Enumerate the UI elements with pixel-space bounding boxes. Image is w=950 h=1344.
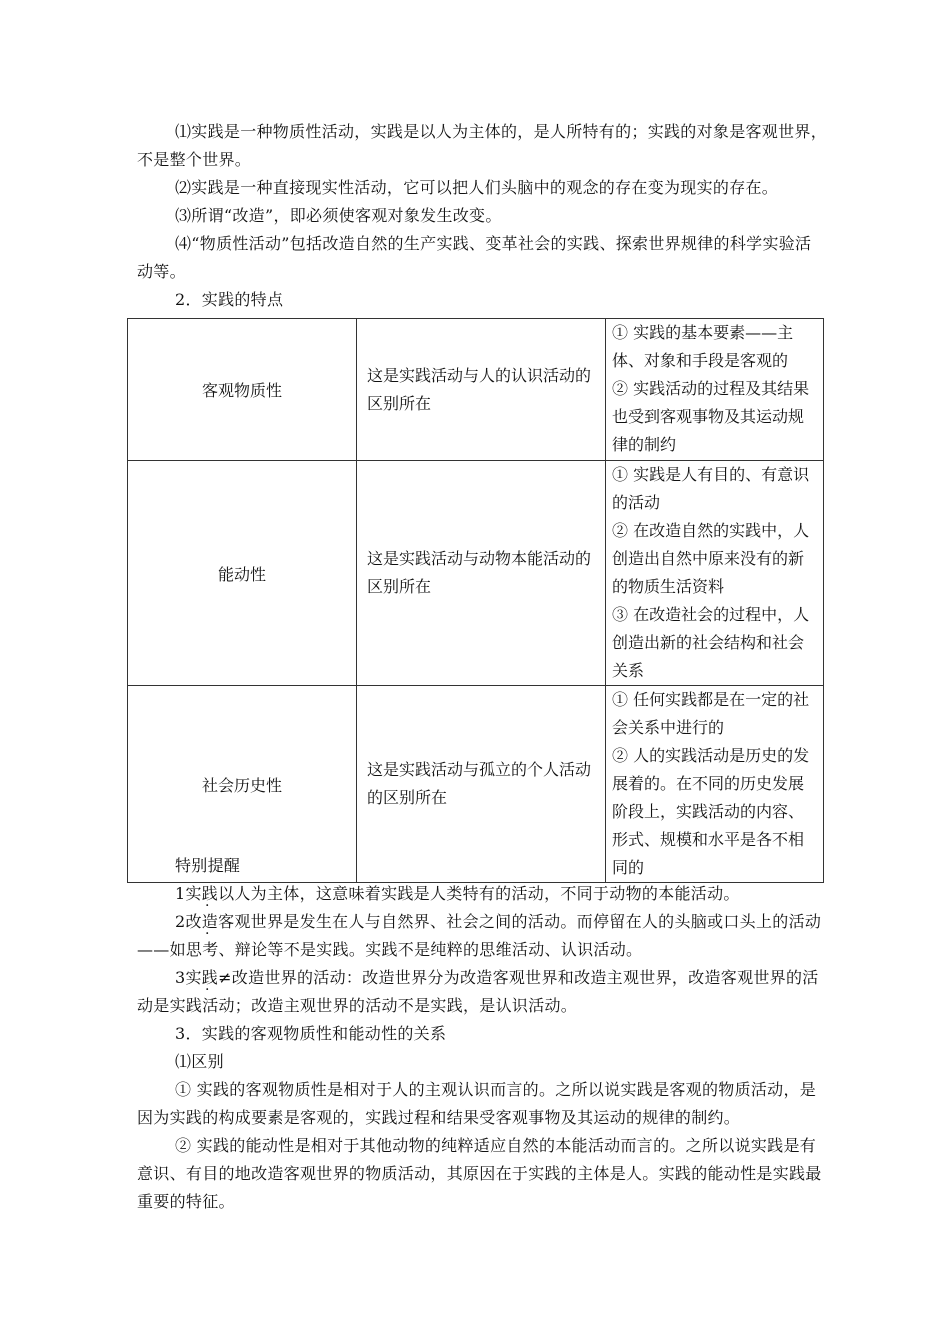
table-row [128, 461, 824, 686]
intro-paragraph-2: ⑵实践是一种直接现实性活动，它可以把人们头脑中的观念的存在变为现实的存在。 [175, 178, 779, 197]
intro-paragraph-3: ⑶所谓“改造”，即必须使客观对象发生改变。 [175, 206, 502, 225]
feature-cell: 社会历史性 [128, 686, 357, 883]
distinction-cell: 这是实践活动与人的认识活动的区别所在 [357, 319, 606, 461]
details-text: ① 实践是人有目的、有意识的活动 ② 在改造自然的实践中，人创造出自然中原来没有的新的物质生活资料 ③ 在改造社会的过程中，人创造出新的社会结构和社会关系 [612, 465, 810, 680]
reminder-text: . 1实践以人为主体，这意味着实践是人类特有的活动，不同于动物的本能活动。 [175, 884, 740, 903]
section-3-subheading: ⑴区别 [175, 1052, 224, 1071]
section-2-heading: 2．实践的特点 [175, 290, 284, 309]
reminder-item-1 [137, 880, 827, 908]
details-text: ① 任何实践都是在一定的社会关系中进行的 ② 人的实践活动是历史的发展着的。在不同的历史发展阶段上，实践活动的内容、形式、规模和水平是各不相同的 [612, 690, 810, 877]
practice-features-table [127, 318, 824, 883]
intro-paragraph-1: ⑴实践是一种物质性活动，实践是以人为主体的，是人所特有的；实践的对象是客观世界，不是整个世界。 [137, 122, 828, 169]
reminder-item-3 [137, 964, 827, 1020]
section-3-paragraph-1: ① 实践的客观物质性是相对于人的主观认识而言的。之所以说实践是客观的物质活动，是因为实践的构成要素是客观的，实践过程和结果受客观事物及其运动的规律的制约。 [137, 1080, 817, 1127]
intro-paragraph-4: ⑷“物质性活动”包括改造自然的生产实践、变革社会的实践、探索世界规律的科学实验活动等。 [137, 234, 812, 281]
details-cell [606, 319, 824, 461]
feature-cell: 客观物质性 [128, 319, 357, 461]
details-text: ① 实践的基本要素——主体、对象和手段是客观的 ② 实践活动的过程及其结果也受到客观事物及其运动规律的制约 [612, 323, 810, 454]
feature-cell: 能动性 [128, 461, 357, 686]
section-3-paragraph-2: ② 实践的能动性是相对于其他动物的纯粹适应自然的本能活动而言的。之所以说实践是有意识、有目的地改造客观世界的物质活动，其原因在于实践的主体是人。实践的能动性是实践最重要的特征。 [137, 1136, 822, 1211]
details-cell [606, 461, 824, 686]
section-3-heading: 3．实践的客观物质性和能动性的关系 [175, 1024, 447, 1043]
reminder-title: 特别提醒 [175, 856, 241, 875]
distinction-cell: 这是实践活动与动物本能活动的区别所在 [357, 461, 606, 686]
reminder-item-2 [137, 908, 827, 964]
table-row [128, 319, 824, 461]
distinction-cell: 这是实践活动与孤立的个人活动的区别所在 [357, 686, 606, 883]
reminder-text: . 2改造客观世界是发生在人与自然界、社会之间的活动。而停留在人的头脑或口头上的活动——如思考、辩论等不是实践。实践不是纯粹的思维活动、认识活动。 [137, 912, 821, 959]
reminder-text: . 3实践≠改造世界的活动：改造世界分为改造客观世界和改造主观世界，改造客观世界的活动是实践活动；改造主观世界的活动不是实践，是认识活动。 [137, 968, 819, 1015]
